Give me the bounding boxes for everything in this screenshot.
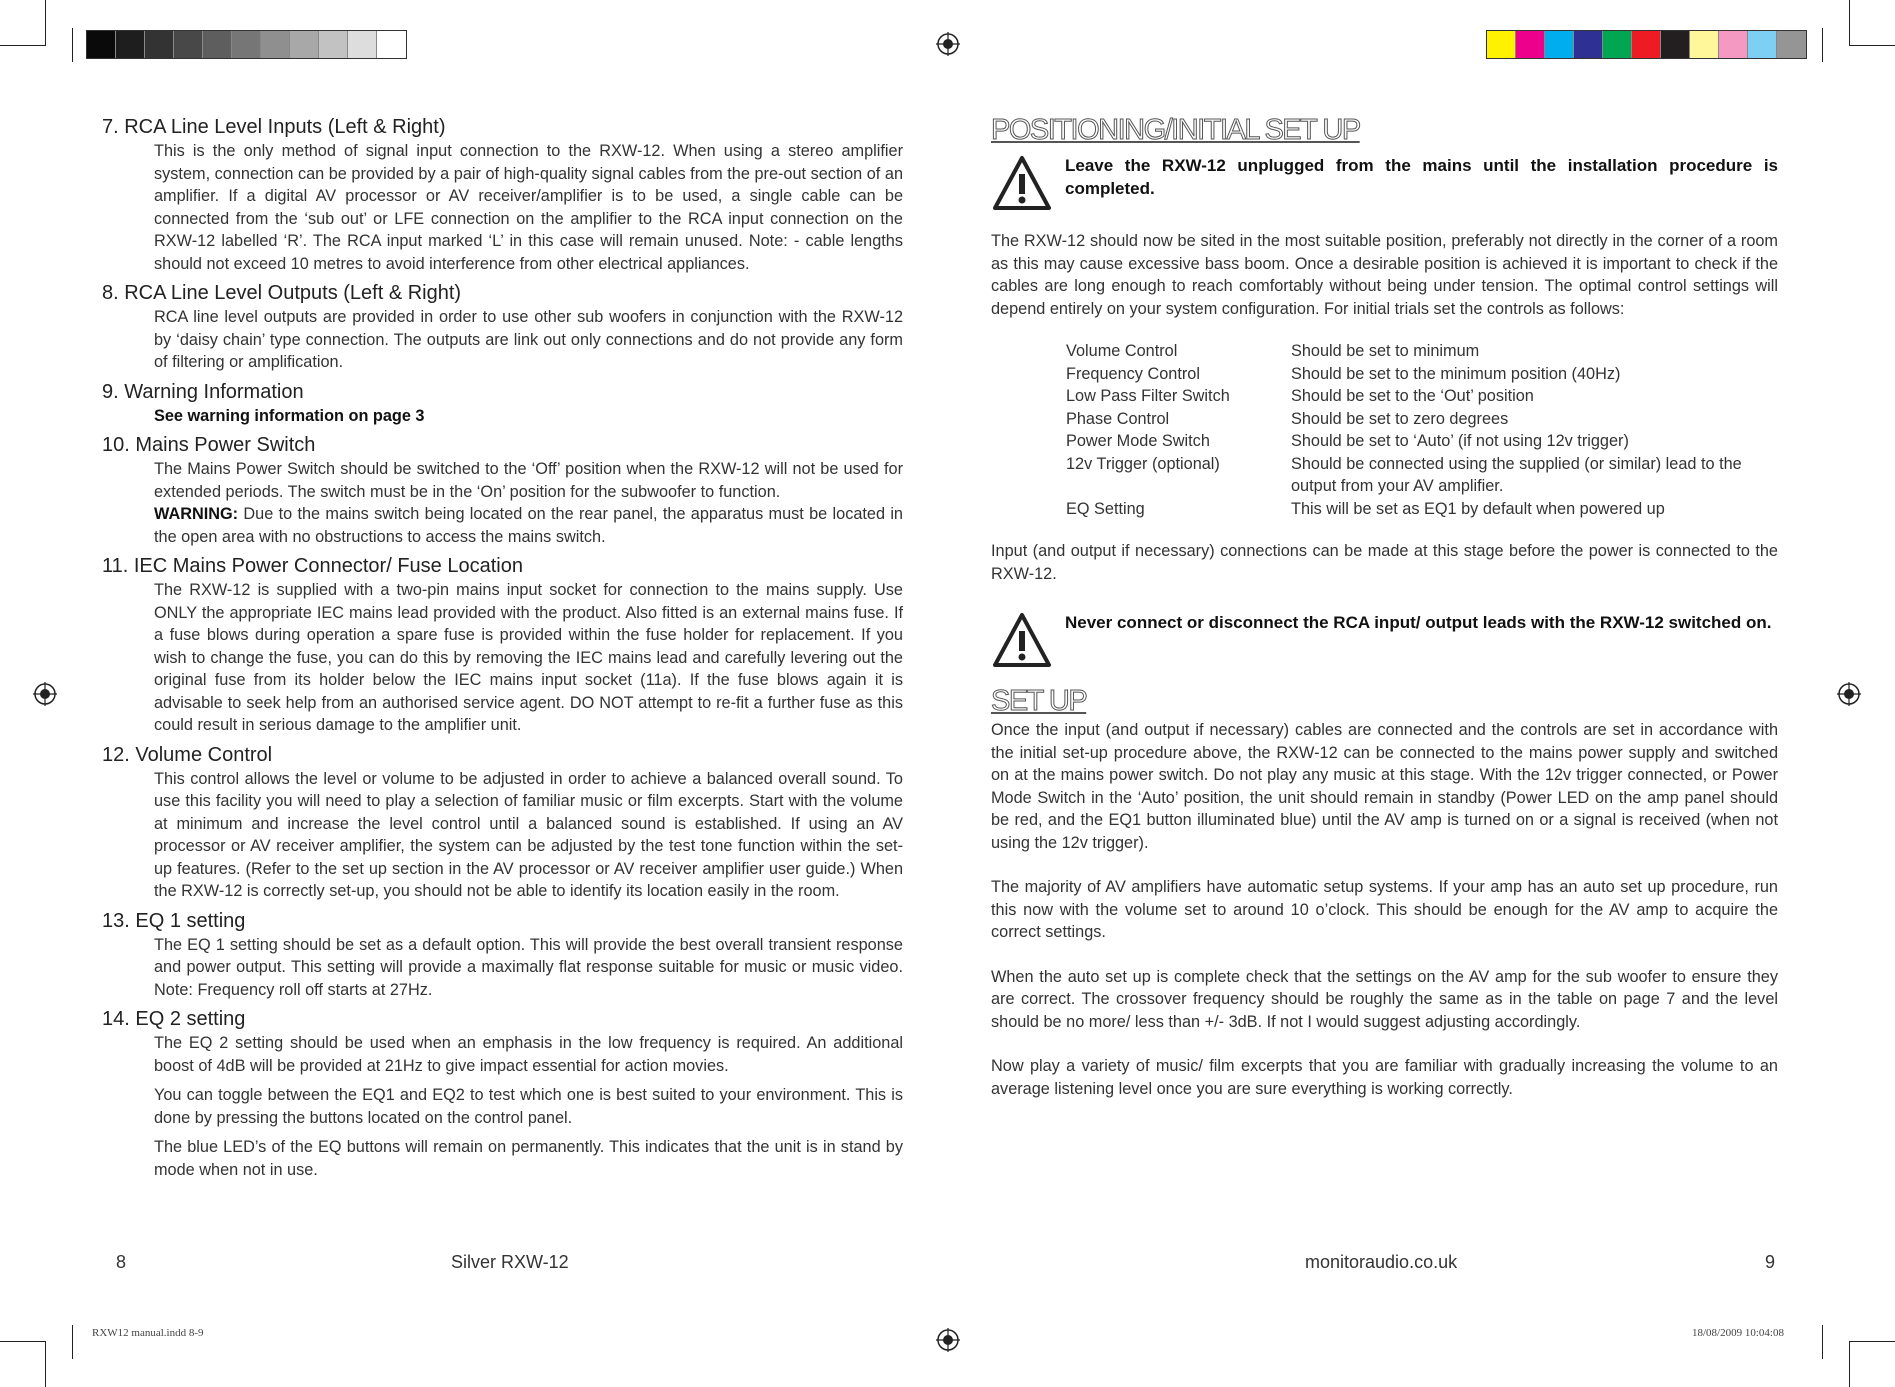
section-volume-control [102,742,903,903]
left-footer-title: Silver RXW-12 [451,1252,569,1272]
setup-paragraph: Now play a variety of music/ film excerpts that you are familiar with gradually increasing the volume to an average listening level once you are sure everything is working correctly. [991,1057,1778,1098]
warning-triangle-icon [991,611,1053,669]
section-text: The Mains Power Switch should be switched to the ‘Off’ position when the RXW-12 will not be used for extended periods. The switch must be in the ‘On’ position for the subwoofer to function. [154,460,903,501]
color-swatch [261,31,290,58]
section-rca-outputs [102,280,903,374]
settings-control: Frequency Control [1066,364,1200,383]
section-text: RCA line level outputs are provided in order to use other sub woofers in conjunction with the RXW-12 by ‘daisy chain’ type connection. The outputs are link out only connections and do not provide any form of filtering or amplification. [154,308,903,371]
color-swatch [1690,31,1719,58]
color-swatch [1719,31,1748,58]
settings-value: Should be set to the ‘Out’ position [1291,387,1534,405]
color-swatch [1516,31,1545,58]
crop-mark [0,45,46,46]
color-swatch [174,31,203,58]
section-text: The blue LED’s of the EQ buttons will remain on permanently. This indicates that the unit is in stand by mode when not in use. [154,1138,903,1179]
section-title: 10. Mains Power Switch [102,434,316,456]
color-swatch [1632,31,1661,58]
section-title: 7. RCA Line Level Inputs (Left & Right) [102,116,446,138]
registration-mark-icon [33,682,57,706]
warning-paragraph [154,503,903,548]
left-page-content [102,114,903,1186]
settings-row [1066,408,1778,431]
crop-mark [1849,1341,1850,1387]
section-title: 13. EQ 1 setting [102,909,246,932]
crop-mark [45,0,46,46]
registration-mark-icon [936,32,960,56]
initial-settings-table [1066,340,1778,520]
crop-mark [45,1341,46,1387]
color-swatch [203,31,232,58]
color-swatch [232,31,261,58]
warning-box-unplugged [991,154,1778,212]
settings-value: This will be set as EQ1 by default when powered up [1291,499,1665,518]
warning-text: Due to the mains switch being located on the rear panel, the apparatus must be located in the open area with no obstructions to access the mains switch. [154,505,903,546]
warning-box-rca-leads [991,611,1778,669]
section-text: This control allows the level or volume to be adjusted in order to achieve a balanced overall sound. To use this facility you will need to play a selection of familiar music or film excerpts. Start with the volume at minimum and increase the level control until a balanced sound is established. If using an AV processor or AV receiver amplifier, the system can be adjusted by the test tone function within the set-up features. (Refer to the set up section in the AV processor or AV receiver amplifier user guide.) When the RXW-12 is correctly set-up, you should not be able to identify its location easily in the room. [154,769,903,900]
warning-text: Leave the RXW-12 unplugged from the mains until the installation procedure is completed. [1065,156,1778,198]
color-swatch [1545,31,1574,58]
left-page-number: 8 [116,1252,127,1272]
settings-control: Phase Control [1066,409,1170,428]
warning-label: WARNING: [154,505,239,523]
setup-paragraph: When the auto set up is complete check that the settings on the AV amp for the sub woofer to ensure they are correct. The crossover frequency should be roughly the same as in the table on page 7 and the level should be no more/ less than +/- 3dB. If not I would suggest adjusting accordingly. [991,967,1778,1031]
section-text: The EQ 1 setting should be set as a default option. This will provide the best overall transient response and power output. This setting will provide a maximally flat response suitable for music or music video. Note: Frequency roll off starts at 27Hz. [154,935,903,999]
section-rca-inputs [102,114,903,275]
crop-mark [1849,0,1850,46]
section-mains-power-switch [102,432,903,548]
section-title: 11. IEC Mains Power Connector/ Fuse Location [102,555,523,577]
section-iec-connector [102,553,903,737]
settings-row [1066,430,1778,453]
section-title: 14. EQ 2 setting [102,1008,246,1030]
color-swatch [348,31,377,58]
connections-paragraph: Input (and output if necessary) connections can be made at this stage before the power is connected to the RXW-12. [991,542,1778,583]
color-swatch [87,31,116,58]
warning-triangle-icon [991,154,1053,212]
section-title: 8. RCA Line Level Outputs (Left & Right) [102,282,462,304]
settings-control: Low Pass Filter Switch [1066,387,1230,405]
section-title: 9. Warning Information [102,380,304,403]
slug-filename: RXW12 manual.indd 8-9 [92,1327,204,1339]
crop-mark [72,1325,73,1359]
color-swatch [377,31,406,58]
section-text: The EQ 2 setting should be used when an emphasis in the low frequency is required. An additional boost of 4dB will be provided at 21Hz to give impact essential for action movies. [154,1034,903,1075]
crop-mark [1849,45,1895,46]
section-text: You can toggle between the EQ1 and EQ2 to test which one is best suited to your environment. This is done by pressing the buttons located on the control panel. [154,1086,903,1127]
settings-control: 12v Trigger (optional) [1066,454,1220,473]
settings-value: Should be set to zero degrees [1291,409,1509,428]
positioning-heading: POSITIONING/INITIAL SET UP [991,114,1360,146]
section-text: The RXW-12 is supplied with a two-pin mains input socket for connection to the mains supply. Use ONLY the appropriate IEC mains lead provided with the product. Also fitted is an external mains fuse. If a fuse blows during operation a spare fuse is provided within the fuse holder for replacement. If you wish to change the fuse, you can do this by removing the IEC mains lead and carefully levering out the original fuse from its holder below the IEC mains input socket (11a). If the fuse blows again it is advisable to seek help from an authorised service agent. DO NOT attempt to re-fit a further fuse as this could result in serious damage to the amplifier unit. [154,581,903,734]
right-footer-site: monitoraudio.co.uk [1305,1252,1458,1272]
settings-row [1066,385,1778,408]
settings-value: Should be set to ‘Auto’ (if not using 12v trigger) [1291,432,1629,450]
slug-timestamp: 18/08/2009 10:04:08 [1692,1327,1784,1339]
settings-value: Should be connected using the supplied (or similar) lead to the output from your AV amplifier. [1291,454,1742,495]
settings-control: EQ Setting [1066,499,1145,518]
settings-row [1066,340,1778,363]
settings-row [1066,498,1778,521]
process-color-bar [1486,30,1807,59]
settings-row [1066,363,1778,386]
positioning-paragraph: The RXW-12 should now be sited in the most suitable position, preferably not directly in the corner of a room as this may cause excessive bass boom. Once a desirable position is achieved it is important to check if the cables are long enough to reach comfortably without being under tension. The optimal control settings will depend entirely on your system configuration. For initial trials set the controls as follows: [991,232,1778,318]
setup-paragraph: The majority of AV amplifiers have automatic setup systems. If your amp has an auto set up procedure, run this now with the volume set to around 10 o’clock. This should be enough for the AV amp to acquire the correct settings. [991,878,1778,941]
crop-mark [1822,28,1823,62]
section-eq1-setting [102,908,903,1002]
color-swatch [290,31,319,58]
section-warning-information [102,379,903,428]
registration-mark-icon [936,1328,960,1352]
color-swatch [145,31,174,58]
right-page-content [991,112,1778,1100]
registration-mark-icon [1837,682,1861,706]
warning-text: Never connect or disconnect the RCA input/ output leads with the RXW-12 switched on. [1065,613,1772,632]
settings-row [1066,453,1778,498]
color-swatch [1777,31,1806,58]
settings-value: Should be set to minimum [1291,342,1480,360]
grayscale-color-bar [86,30,407,59]
color-swatch [319,31,348,58]
crop-mark [72,28,73,62]
section-text: This is the only method of signal input connection to the RXW-12. When using a stereo amplifier system, connection can be provided by a pair of high-quality signal cables from the pre-out section of an amplifier. If a digital AV processor or AV receiver/amplifier is to be used, a single cable can be connected from the ‘sub out’ or LFE connection on the amplifier to the RCA input connection on the RXW-12 labelled ‘R’. The RCA input marked ‘L’ in this case will remain unused. Note: - cable lengths should not exceed 10 metres to avoid interference from other electrical appliances. [154,142,903,273]
settings-control: Volume Control [1066,342,1178,360]
color-swatch [1603,31,1632,58]
section-title: 12. Volume Control [102,743,273,766]
set-up-heading: SET UP [991,685,1087,717]
section-eq2-setting [102,1006,903,1181]
color-swatch [1661,31,1690,58]
settings-control: Power Mode Switch [1066,432,1210,450]
color-swatch [116,31,145,58]
settings-value: Should be set to the minimum position (40Hz) [1291,364,1621,383]
color-swatch [1574,31,1603,58]
crop-mark [1822,1325,1823,1359]
crop-mark [1849,1341,1895,1342]
color-swatch [1487,31,1516,58]
setup-paragraph: Once the input (and output if necessary) cables are connected and the controls are set in accordance with the initial set-up procedure above, the RXW-12 can be connected to the mains power supply and switched on at the mains power switch. Do not play any music at this stage. With the 12v trigger connected, or Power Mode Switch in the ‘Auto’ position, the unit should remain in standby (Power LED on the amp panel should be red, and the EQ1 button illuminated blue) until the AV amp is turned on or a signal is received (when not using the 12v trigger). [991,721,1778,852]
right-page-number: 9 [1765,1252,1776,1272]
crop-mark [0,1341,46,1342]
color-swatch [1748,31,1777,58]
warning-reference: See warning information on page 3 [154,406,425,425]
